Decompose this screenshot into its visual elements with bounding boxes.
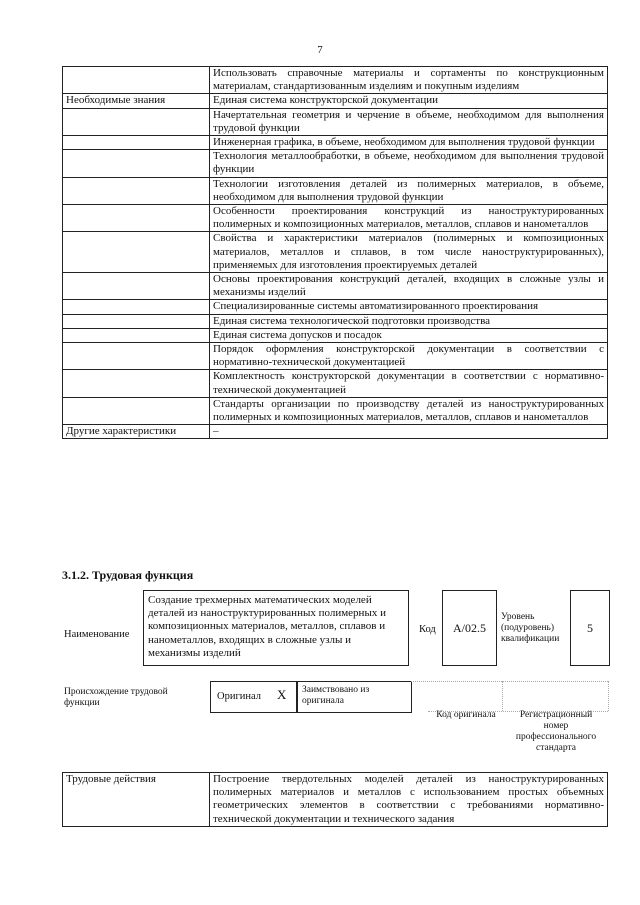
row-text: Инженерная графика, в объеме, необходимом для выполнения трудовой функции — [210, 136, 608, 150]
row-text: Использовать справочные материалы и сортаменты по конструкционным материалам, стандартизованным изделиям и покупным изделиям — [210, 67, 608, 94]
name-label: Наименование — [64, 629, 130, 640]
knowledge-row — [63, 314, 608, 328]
row-text: Стандарты организации по производству деталей из наноструктурированных полимерных и композиционных материалов, металлов, сплавов и нанометаллов — [210, 397, 608, 424]
function-name-box — [143, 590, 409, 666]
code-value: A/02.5 — [453, 621, 486, 635]
row-text: Единая система допусков и посадок — [210, 328, 608, 342]
knowledge-row — [63, 67, 608, 94]
knowledge-row — [63, 232, 608, 273]
knowledge-row — [63, 370, 608, 397]
row-label — [63, 177, 210, 204]
row-text: Комплектность конструкторской документации в соответствии с нормативно-технической документацией — [210, 370, 608, 397]
row-label — [63, 67, 210, 94]
actions-row — [63, 773, 608, 827]
actions-label: Трудовые действия — [63, 773, 210, 827]
row-label — [63, 343, 210, 370]
code-original-label: Код оригинала — [436, 710, 496, 720]
row-label — [63, 150, 210, 177]
level-label: Уровень (подуровень) квалификации — [501, 612, 560, 644]
row-text: Единая система конструкторской документации — [210, 94, 608, 108]
row-text: Основы проектирования конструкций деталей, входящих в сложные узлы и механизмы изделий — [210, 273, 608, 300]
row-text: Особенности проектирования конструкций из наноструктурированных полимерных и композиционных материалов, металлов, сплавов и нанометаллов — [210, 205, 608, 232]
knowledge-row — [63, 205, 608, 232]
origin-dotted-right — [608, 681, 609, 711]
row-text: Порядок оформления конструкторской документации в соответствии с нормативно-технической документацией — [210, 343, 608, 370]
level-box — [570, 590, 610, 666]
row-text: Начертательная геометрия и черчение в объеме, необходимом для выполнения трудовой функции — [210, 108, 608, 135]
row-text: Технология металлообработки, в объеме, необходимом для выполнения трудовой функции — [210, 150, 608, 177]
section-heading: 3.1.2. Трудовая функция — [62, 568, 194, 582]
row-text: Специализированные системы автоматизированного проектирования — [210, 300, 608, 314]
level-value: 5 — [587, 621, 593, 635]
original-box — [210, 681, 298, 713]
row-label — [63, 205, 210, 232]
origin-label: Происхождение трудовой функции — [64, 687, 168, 708]
row-label — [63, 328, 210, 342]
row-label — [63, 136, 210, 150]
row-label — [63, 273, 210, 300]
knowledge-row — [63, 150, 608, 177]
row-label — [63, 232, 210, 273]
code-box — [442, 590, 497, 666]
knowledge-row — [63, 397, 608, 424]
code-label: Код — [419, 624, 436, 635]
original-mark: X — [277, 687, 287, 702]
knowledge-table — [62, 66, 608, 439]
knowledge-row — [63, 343, 608, 370]
actions-table — [62, 772, 608, 827]
knowledge-row — [63, 94, 608, 108]
original-label: Оригинал — [217, 691, 261, 702]
row-label: Необходимые знания — [63, 94, 210, 108]
row-text: Свойства и характеристики материалов (полимерных и композиционных материалов, металлов и сплавов, в том числе наноструктурированных), применяемых для изготовления проектируемых деталей — [210, 232, 608, 273]
row-label — [63, 314, 210, 328]
knowledge-row — [63, 108, 608, 135]
knowledge-row — [63, 300, 608, 314]
page-number: 7 — [317, 44, 323, 56]
actions-text: Построение твердотельных моделей деталей из наноструктурированных полимерных материалов и металлов с использованием простых объемных геометрических элементов в соответствии с требованиями нормативно-технической документации и технического задания — [210, 773, 608, 827]
row-text: Технологии изготовления деталей из полимерных материалов, в объеме, необходимом для выполнения трудовой функции — [210, 177, 608, 204]
row-label: Другие характеристики — [63, 425, 210, 439]
origin-dotted-top — [411, 681, 608, 682]
row-text: – — [210, 425, 608, 439]
knowledge-row — [63, 328, 608, 342]
knowledge-row — [63, 136, 608, 150]
row-text: Единая система технологической подготовки производства — [210, 314, 608, 328]
origin-dotted-divider — [502, 681, 503, 711]
function-name-text: Создание трехмерных математических моделей деталей из наноструктурированных полимерных и композиционных материалов, металлов, сплавов и нанометаллов, входящих в сложные узлы и механизмы изделий — [148, 594, 386, 659]
knowledge-row — [63, 177, 608, 204]
reg-number-label: Регистрационный номер профессионального стандарта — [515, 710, 597, 753]
borrowed-label: Заимствовано из оригинала — [302, 685, 370, 706]
row-label — [63, 108, 210, 135]
knowledge-row — [63, 273, 608, 300]
borrowed-box — [296, 681, 412, 713]
knowledge-row — [63, 425, 608, 439]
row-label — [63, 300, 210, 314]
row-label — [63, 370, 210, 397]
row-label — [63, 397, 210, 424]
